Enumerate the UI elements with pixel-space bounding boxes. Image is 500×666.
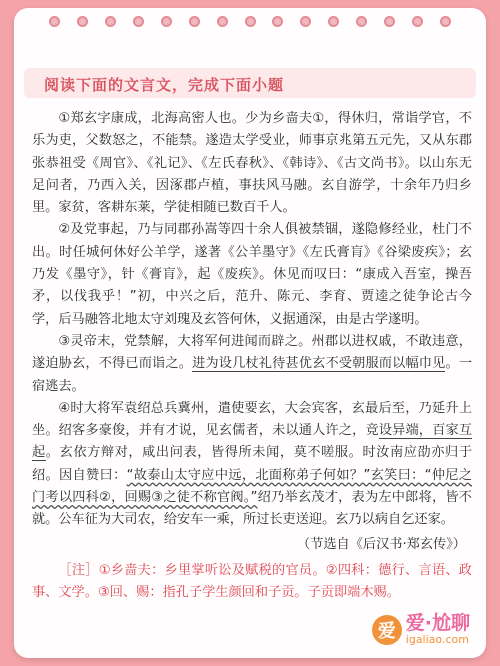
- paragraph-3-text: ③灵帝末，党禁解，大将军何进闻而辟之。州郡以进权戚，不敢违意，遂迫胁玄，不得已而诣之。: [32, 333, 472, 372]
- ring-icon: [245, 16, 256, 27]
- watermark-name: 爱·尬聊: [405, 612, 470, 635]
- paragraph-2: ②及党事起，乃与同郡孙嵩等四十余人俱被禁锢，遂隐修经业，杜门不出。时任城何休好公羊学，遂著《公羊墨守》《左氏膏肓》《谷梁废疾》；玄乃发《墨守》，针《膏肓》，起《废疾》。休见而叹曰：“康成入吾室，操吾矛，以伐我乎！”初，中兴之后，范升、陈元、李育、贾逵之徒争论古今学，后马融答北地太守刘瑰及玄答何休，义据通深，由是古学遂明。: [32, 222, 472, 327]
- ring-icon: [189, 16, 200, 27]
- ring-icon: [384, 16, 395, 27]
- ring-icon: [300, 16, 311, 27]
- paragraph-3-tail: 。一宿逃去。: [32, 356, 473, 394]
- ring-icon: [328, 16, 339, 27]
- ring-icon: [133, 16, 144, 27]
- binder-rings: [14, 8, 486, 34]
- ring-icon: [105, 16, 116, 27]
- paragraph-4-middle: 。玄依方辩对，咸出问表，皆得所未闻，莫不嗟服。时汝南应劭亦归于绍。因自赞曰：: [32, 445, 473, 483]
- ring-icon: [217, 16, 228, 27]
- ring-icon: [49, 16, 60, 27]
- passage: [32, 108, 472, 605]
- ring-icon: [440, 16, 451, 27]
- watermark-url: igaliao.com: [405, 632, 469, 646]
- paragraph-4-tail: 绍乃举玄茂才，表为左中郎将，皆不就。公车征为大司农，给安车一乘，所过长吏送迎。玄乃以病自乞还家。: [32, 490, 472, 528]
- source-citation: （节选自《后汉书·郑玄传》）: [296, 536, 466, 552]
- paragraph-1: ①郑玄字康成，北海高密人也。少为乡啬夫①，得休归，常诣学官，不乐为吏，父数怒之，不能禁。遂造太学受业，师事京兆第五元先，又从东郡张恭祖受《周官》、《礼记》、《左氏春秋》、《韩诗》、《古文尚书》。以山东无足问者，乃西入关，因涿郡卢植，事扶风马融。玄自游学，十余年乃归乡里。家贫，客耕东莱，学徒相随已数百千人。: [32, 111, 472, 216]
- paragraph-4: [32, 398, 472, 532]
- ring-icon: [161, 16, 172, 27]
- page-title: 阅读下面的文言文，完成下面小题: [44, 76, 285, 94]
- ring-icon: [356, 16, 367, 27]
- wavy-underlined-quote: “故泰山太守应中远，北面称弟子何如？”玄笑曰：“仲尼之门考以四科②，回赐③之徒不称官阀。”: [32, 467, 473, 506]
- underlined-phrase: 设异端，百家互起: [32, 423, 473, 461]
- annotation-note: ［注］①乡啬夫：乡里掌听讼及赋税的官员。②四科：德行、言语、政事、文学。③回、赐：指孔子学生颜回和子贡。子贡即端木赐。: [32, 562, 472, 601]
- title-bar: [24, 68, 476, 98]
- ring-icon: [77, 16, 88, 27]
- paragraph-3: [32, 331, 472, 398]
- paragraph-4-text: ④时大将军袁绍总兵冀州，遣使要玄，大会宾客，玄最后至，乃延升上坐。绍客多豪俊，并有才说，见玄儒者，未以通人许之，竞: [32, 400, 472, 439]
- watermark-logo-icon: 爱: [372, 615, 402, 645]
- ring-icon: [272, 16, 283, 27]
- worksheet-card: [14, 8, 486, 658]
- ring-icon: [412, 16, 423, 27]
- underlined-sentence: 进为设几杖礼待甚优玄不受朝服而以幅巾见: [192, 356, 446, 372]
- site-watermark: [372, 613, 470, 646]
